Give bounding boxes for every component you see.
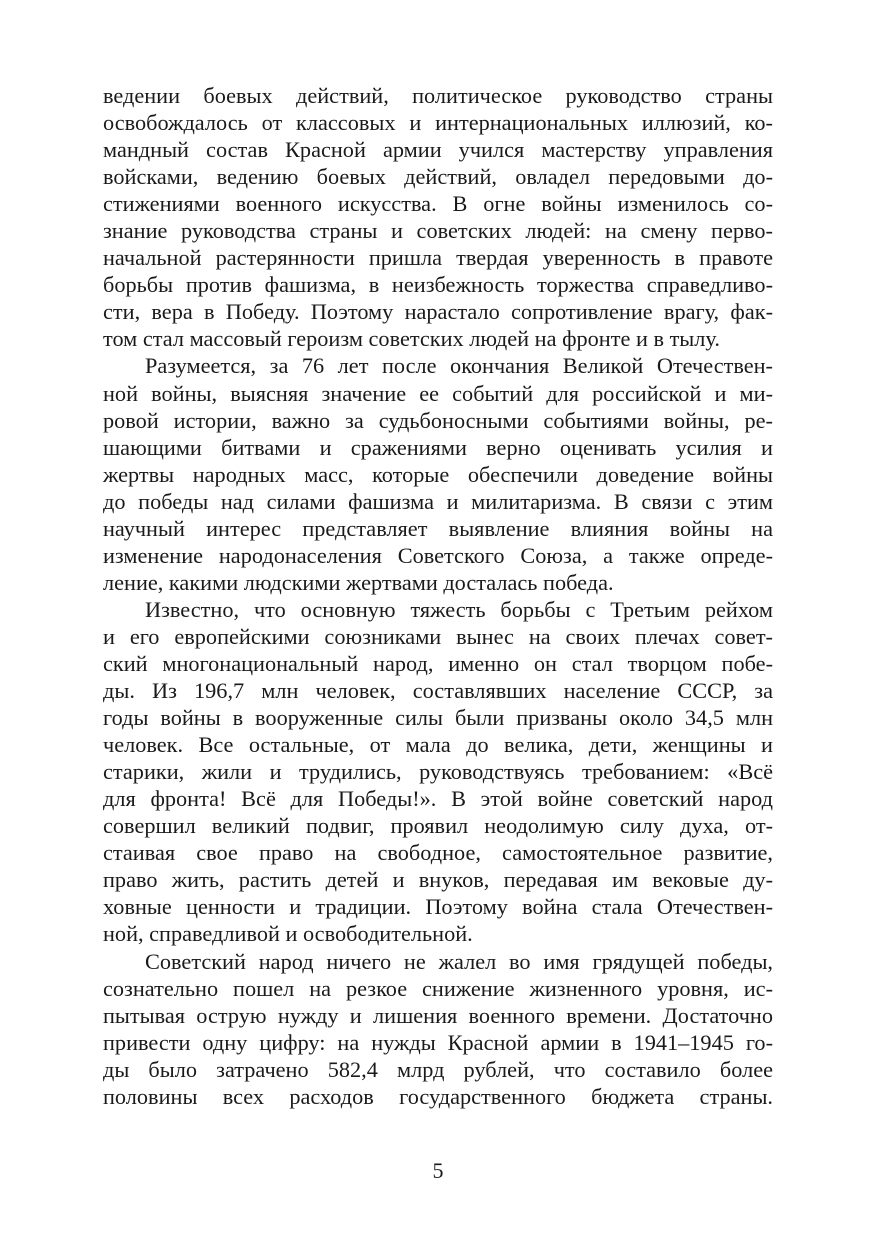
text-line: ной войны, выясняя значение ее событий для российской и ми-: [103, 380, 773, 406]
text-line: изменение народонаселения Советского Союза, а также опреде-: [103, 542, 773, 568]
text-line: шающими битвами и сражениями верно оценивать усилия и: [103, 434, 773, 460]
text-line: совершил великий подвиг, проявил неодолимую силу духа, от-: [103, 813, 773, 839]
text-line: человек. Все остальные, от мала до велика, дети, женщины и: [103, 732, 773, 758]
text-line: Известно, что основную тяжесть борьбы с Третьим рейхом: [145, 596, 773, 622]
text-line: право жить, растить детей и внуков, передавая им вековые ду-: [103, 867, 773, 893]
text-line: Советский народ ничего не жалел во имя грядущей победы,: [145, 948, 773, 974]
text-line: привести одну цифру: на нужды Красной армии в 1941–1945 го-: [103, 1029, 773, 1055]
text-line: том стал массовый героизм советских людей на фронте и в тылу.: [103, 326, 720, 352]
text-line: Разумеется, за 76 лет после окончания Великой Отечествен-: [145, 353, 773, 379]
text-line: ский многонациональный народ, именно он стал творцом побе-: [103, 650, 773, 676]
text-line: войсками, ведению боевых действий, овладел передовыми до-: [103, 164, 773, 190]
text-line: освобождалось от классовых и интернациональных иллюзий, ко-: [103, 110, 773, 136]
text-line: ной, справедливой и освободительной.: [103, 921, 473, 947]
text-line: годы войны в вооруженные силы были призваны около 34,5 млн: [103, 705, 773, 731]
text-line: стижениями военного искусства. В огне войны изменилось со-: [103, 191, 773, 217]
text-line: ровой истории, важно за судьбоносными событиями войны, ре-: [103, 407, 773, 433]
paragraph-2: [103, 352, 773, 595]
text-line: научный интерес представляет выявление влияния войны на: [103, 515, 773, 541]
text-line: сознательно пошел на резкое снижение жизненного уровня, ис-: [103, 975, 773, 1001]
paragraph-4: [103, 948, 773, 1110]
text-line: ведении боевых действий, политическое руководство страны: [103, 83, 773, 108]
text-line: старики, жили и трудились, руководствуясь требованием: «Всё: [103, 759, 773, 785]
text-line: стаивая свое право на свободное, самостоятельное развитие,: [103, 840, 773, 866]
text-line: знание руководства страны и советских людей: на смену перво-: [103, 218, 773, 244]
paragraph-1: [103, 82, 773, 352]
text-line: для фронта! Всё для Победы!». В этой войне советский народ: [103, 786, 773, 812]
text-line: ды. Из 196,7 млн человек, составлявших население СССР, за: [103, 678, 773, 704]
text-line: борьбы против фашизма, в неизбежность торжества справедливо-: [103, 272, 773, 298]
text-line: и его европейскими союзниками вынес на своих плечах совет-: [103, 623, 773, 649]
page-body: [103, 82, 773, 1110]
text-line: ховные ценности и традиции. Поэтому война стала Отечествен-: [103, 894, 773, 920]
text-line: до победы над силами фашизма и милитаризма. В связи с этим: [103, 488, 773, 514]
text-line: ление, какими людскими жертвами досталась победа.: [103, 569, 614, 595]
paragraph-3: [103, 596, 773, 948]
text-line: пытывая острую нужду и лишения военного времени. Достаточно: [103, 1002, 773, 1028]
text-line: сти, вера в Победу. Поэтому нарастало сопротивление врагу, фак-: [103, 299, 773, 325]
text-line: начальной растерянности пришла твердая уверенность в правоте: [103, 245, 773, 271]
text-line: жертвы народных масс, которые обеспечили доведение войны: [103, 461, 773, 487]
text-line: ды было затрачено 582,4 млрд рублей, что составило более: [103, 1056, 773, 1082]
text-line: мандный состав Красной армии учился мастерству управления: [103, 137, 773, 163]
page-number: 5: [432, 1158, 444, 1183]
text-line: половины всех расходов государственного бюджета страны.: [103, 1083, 773, 1109]
